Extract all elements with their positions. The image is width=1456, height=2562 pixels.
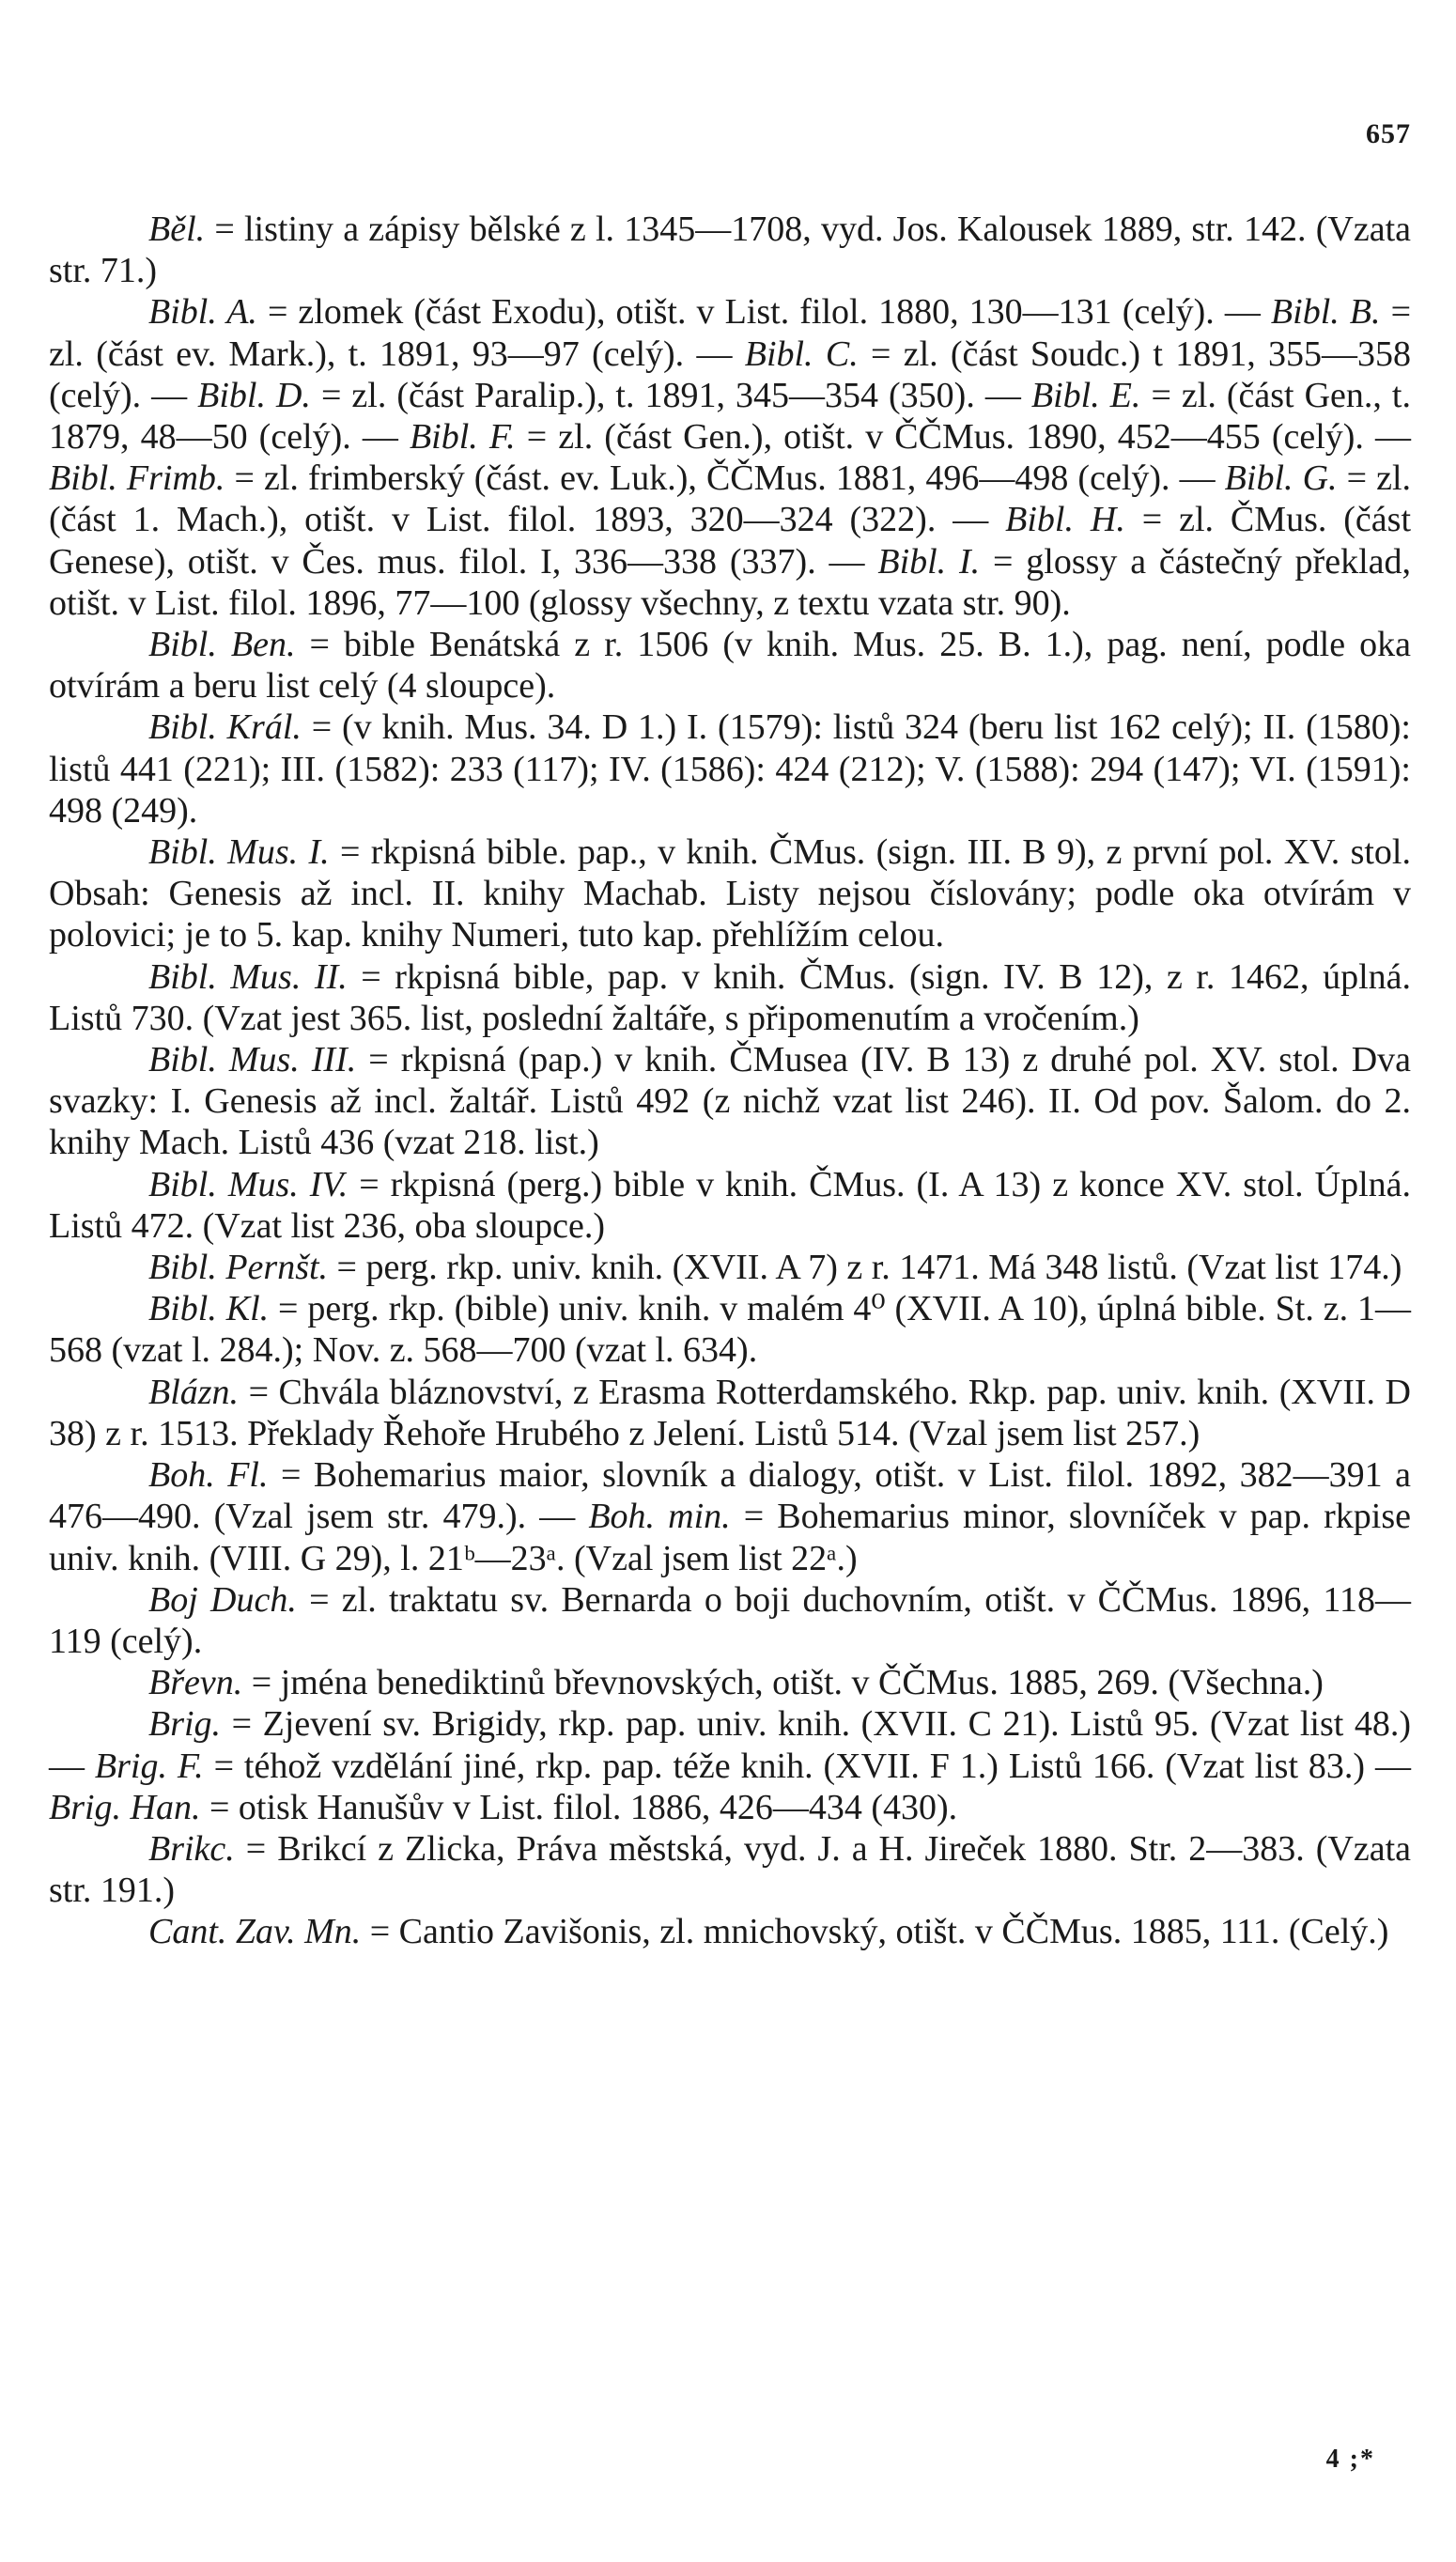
abbreviation-description: = téhož vzdělání jiné, rkp. pap. téže knih. (XVII. F 1.) Listů 166. (Vzat list 83.) — — [203, 1746, 1411, 1786]
abbreviation-term: Břevn. — [148, 1663, 243, 1703]
abbreviation-description: = otisk Hanušův v List. filol. 1886, 426—434 (430). — [200, 1787, 958, 1827]
page-number: 657 — [1366, 118, 1411, 149]
abbreviation-entry — [49, 1288, 1411, 1371]
abbreviation-term: Bibl. B. — [1270, 292, 1381, 333]
abbreviation-list — [49, 209, 1411, 1953]
abbreviation-term: Bibl. Frimb. — [49, 458, 225, 499]
abbreviation-term: Blázn. — [148, 1372, 240, 1412]
abbreviation-description: = zlomek (část Exodu), otišt. v List. filol. 1880, 130—131 (celý). — — [256, 292, 1271, 333]
abbreviation-entry — [49, 291, 1411, 624]
abbreviation-description: = bible Benátská z r. 1506 (v knih. Mus. 25. B. 1.), pag. není, podle oka otvírám a beru list celý (4 sloupce). — [49, 625, 1412, 706]
abbreviation-term: Bibl. Král. — [148, 707, 302, 748]
abbreviation-entry — [49, 1454, 1411, 1579]
abbreviation-term: Boh. min. — [588, 1497, 731, 1537]
abbreviation-term: Boj Duch. — [148, 1579, 297, 1620]
abbreviation-description: = Bohemarius maior, slovník a dialogy, otišt. v List. filol. 1892, 382—391 a 476—490. (Vzal jsem str. 479.). — — [49, 1455, 1411, 1537]
abbreviation-term: Brig. Han. — [49, 1787, 201, 1827]
abbreviation-description: = zl. (část Gen., t. 1879, 48—50 (celý). — — [49, 375, 1411, 458]
abbreviation-term: Bibl. C. — [744, 334, 859, 374]
abbreviation-entry — [49, 624, 1411, 706]
abbreviation-entry — [49, 706, 1411, 831]
abbreviation-description: = rkpisná bible. pap., v knih. ČMus. (sign. III. B 9), z první pol. XV. stol. Obsah: Genesis až incl. II. knihy Machab. Listy nejsou číslovány; podle oka otvírám v polovici; je to 5. kap. knihy Numeri, tuto kap. přehlížím celou. — [49, 832, 1411, 955]
abbreviation-description: = perg. rkp. (bible) univ. knih. v malém 4⁰ (XVII. A 10), úplná bible. St. z. 1—568 (vzat l. 284.); Nov. z. 568—700 (vzat l. 634). — [49, 1289, 1411, 1371]
signature-mark: 4 ;* — [1325, 2445, 1375, 2474]
abbreviation-term: Brikc. — [148, 1828, 235, 1869]
abbreviation-description: = Bohemarius minor, slovníček v pap. rkpise univ. knih. (VIII. G 29), l. 21ᵇ—23ᵃ. (Vzal jsem list 22ᵃ.) — [49, 1497, 1411, 1578]
abbreviation-description: = glossy a částečný překlad, otišt. v List. filol. 1896, 77—100 (glossy všechny, z textu vzata str. 90). — [49, 541, 1411, 623]
abbreviation-entry — [49, 1039, 1411, 1164]
abbreviation-description: = perg. rkp. univ. knih. (XVII. A 7) z r. 1471. Má 348 listů. (Vzat list 174.) — [328, 1248, 1402, 1288]
abbreviation-term: Bibl. E. — [1030, 375, 1141, 415]
abbreviation-description: = zl. frimberský (část. ev. Luk.), ČČMus. 1881, 496—498 (celý). — — [225, 458, 1225, 499]
abbreviation-description: = Brikcí z Zlicka, Práva městská, vyd. J. a H. Jireček 1880. Str. 2—383. (Vzata str. 191.) — [49, 1828, 1411, 1911]
abbreviation-description: = zl. (část Soudc.) t 1891, 355—358 (celý). — — [49, 334, 1411, 415]
abbreviation-term: Brig. — [148, 1704, 222, 1745]
abbreviation-term: Bibl. D. — [197, 375, 311, 415]
abbreviation-description: = rkpisná bible, pap. v knih. ČMus. (sign. IV. B 12), z r. 1462, úplná. Listů 730. (Vzat jest 365. list, poslední žaltáře, s připomenutím a vročením.) — [49, 956, 1412, 1038]
abbreviation-entry — [49, 209, 1411, 291]
abbreviation-term: Bibl. G. — [1224, 458, 1338, 499]
abbreviation-entry — [49, 1247, 1411, 1288]
abbreviation-term: Bibl. Mus. IV. — [148, 1164, 349, 1204]
abbreviation-term: Běl. — [148, 210, 206, 249]
abbreviation-description: = jména benediktinů břevnovských, otišt. v ČČMus. 1885, 269. (Všechna.) — [242, 1663, 1324, 1703]
abbreviation-description: = zl. traktatu sv. Bernarda o boji duchovním, otišt. v ČČMus. 1896, 118—119 (celý). — [49, 1579, 1412, 1661]
abbreviation-description: = zl. (část 1. Mach.), otišt. v List. filol. 1893, 320—324 (322). — — [49, 458, 1412, 540]
abbreviation-term: Bibl. Ben. — [148, 625, 296, 665]
abbreviation-description: = zl. (část Gen.), otišt. v ČČMus. 1890, 452—455 (celý). — — [515, 417, 1411, 458]
abbreviation-description: = zl. ČMus. (část Genese), otišt. v Čes. mus. filol. I, 336—338 (337). — — [49, 500, 1411, 582]
abbreviation-term: Cant. Zav. Mn. — [148, 1912, 362, 1952]
abbreviation-entry — [49, 1828, 1411, 1911]
abbreviation-entry — [49, 1164, 1411, 1247]
abbreviation-description: = Cantio Zavišonis, zl. mnichovský, otišt. v ČČMus. 1885, 111. (Celý.) — [361, 1912, 1389, 1952]
abbreviation-description: = zl. (část ev. Mark.), t. 1891, 93—97 (celý). — — [49, 292, 1411, 374]
abbreviation-entry — [49, 831, 1411, 956]
abbreviation-description: = zl. (část Paralip.), t. 1891, 345—354 (350). — — [310, 375, 1031, 415]
abbreviation-term: Bibl. Pernšt. — [148, 1248, 329, 1288]
abbreviation-term: Boh. Fl. — [148, 1455, 269, 1496]
abbreviation-description: = Zjevení sv. Brigidy, rkp. pap. univ. knih. (XVII. C 21). Listů 95. (Vzat list 48.) — — [49, 1704, 1411, 1786]
abbreviation-term: Bibl. I. — [877, 541, 981, 582]
abbreviation-description: = rkpisná (perg.) bible v knih. ČMus. (I. A 13) z konce XV. stol. Úplná. Listů 472. (Vzat list 236, oba sloupce.) — [49, 1164, 1411, 1246]
abbreviation-description: = (v knih. Mus. 34. D 1.) I. (1579): listů 324 (beru list 162 celý); II. (1580): listů 441 (221); III. (1582): 233 (117); IV. (1586): 424 (212); V. (1588): 294 (147); VI. (1591): 498 (249). — [49, 707, 1411, 831]
abbreviation-description: = listiny a zápisy bělské z l. 1345—1708, vyd. Jos. Kalousek 1889, str. 142. (Vzata str. 71.) — [49, 210, 1411, 291]
abbreviation-entry — [49, 1372, 1411, 1454]
abbreviation-entry — [49, 1579, 1411, 1662]
abbreviation-term: Bibl. H. — [1005, 500, 1125, 540]
abbreviation-term: Brig. F. — [94, 1746, 204, 1786]
abbreviation-term: Bibl. F. — [409, 417, 516, 458]
abbreviation-entry — [49, 1662, 1411, 1703]
abbreviation-entry — [49, 1703, 1411, 1828]
abbreviation-term: Bibl. Mus. III. — [148, 1040, 357, 1080]
abbreviation-term: Bibl. A. — [148, 292, 257, 333]
abbreviation-term: Bibl. Mus. II. — [148, 956, 348, 997]
abbreviation-description: = rkpisná (pap.) v knih. ČMusea (IV. B 13) z druhé pol. XV. stol. Dva svazky: I. Genesis až incl. žaltář. Listů 492 (z nichž vzat list 246). II. Od pov. Šalom. do 2. knihy Mach. Listů 436 (vzat 218. list.) — [49, 1040, 1411, 1163]
abbreviation-entry — [49, 956, 1411, 1039]
abbreviation-entry — [49, 1911, 1411, 1952]
abbreviation-term: Bibl. Mus. I. — [148, 832, 330, 873]
abbreviation-term: Bibl. Kl. — [148, 1289, 270, 1329]
abbreviation-description: = Chvála bláznovství, z Erasma Rotterdamského. Rkp. pap. univ. knih. (XVII. D 38) z r. 1513. Překlady Řehoře Hrubého z Jelení. Listů 514. (Vzal jsem list 257.) — [49, 1372, 1411, 1453]
